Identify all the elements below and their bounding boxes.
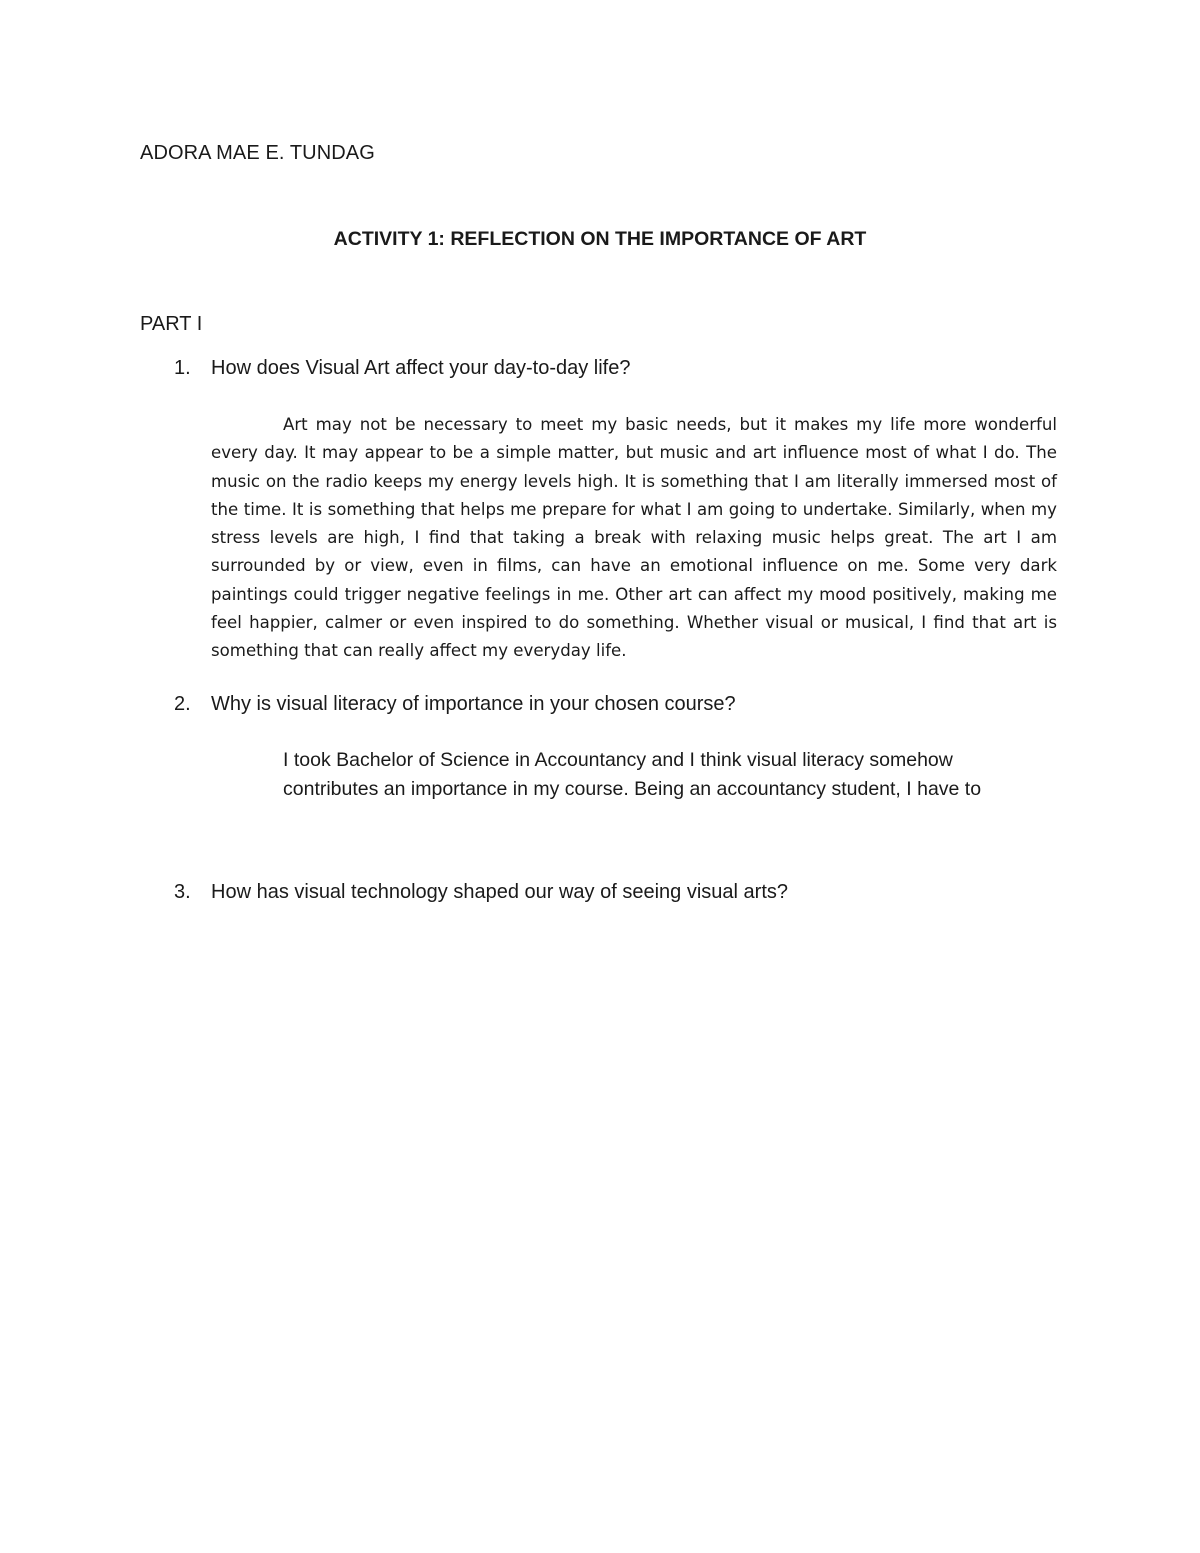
- answer-2-line: I took Bachelor of Science in Accountancy and I think visual literacy somehow: [283, 749, 953, 771]
- author-name: ADORA MAE E. TUNDAG: [140, 142, 375, 164]
- question-2-number: 2.: [174, 693, 191, 715]
- question-2-text: Why is visual literacy of importance in your chosen course?: [211, 693, 736, 715]
- question-1-text: How does Visual Art affect your day-to-day life?: [211, 357, 631, 379]
- question-1-number: 1.: [174, 357, 191, 379]
- page-title: ACTIVITY 1: REFLECTION ON THE IMPORTANCE OF ART: [333, 228, 867, 250]
- question-1: [174, 357, 630, 380]
- question-2: [174, 693, 736, 716]
- question-3: [174, 881, 788, 904]
- question-3-number: 3.: [174, 881, 191, 903]
- question-3-text: How has visual technology shaped our way of seeing visual arts?: [211, 881, 788, 903]
- answer-2-line: contributes an importance in my course. Being an accountancy student, I have to: [283, 777, 982, 800]
- part-heading: PART I: [140, 313, 203, 335]
- answer-2: [283, 746, 981, 803]
- answer-1: Art may not be necessary to meet my basic needs, but it makes my life more wonderful every day. It may appear to be a simple matter, but music and art influence most of what I do. The music on the radio keeps my energy levels high. It is something that I am literally immersed most of the time. It is something that helps me prepare for what I am going to undertake. Similarly, when my stress levels are high, I find that taking a break with relaxing music helps great. The art I am surrounded by or view, even in films, can have an emotional influence on me. Some very dark paintings could trigger negative feelings in me. Other art can affect my mood positively, making me feel happier, calmer or even inspired to do something. Whether visual or musical, I find that art is something that can really affect my everyday life.: [211, 415, 1057, 661]
